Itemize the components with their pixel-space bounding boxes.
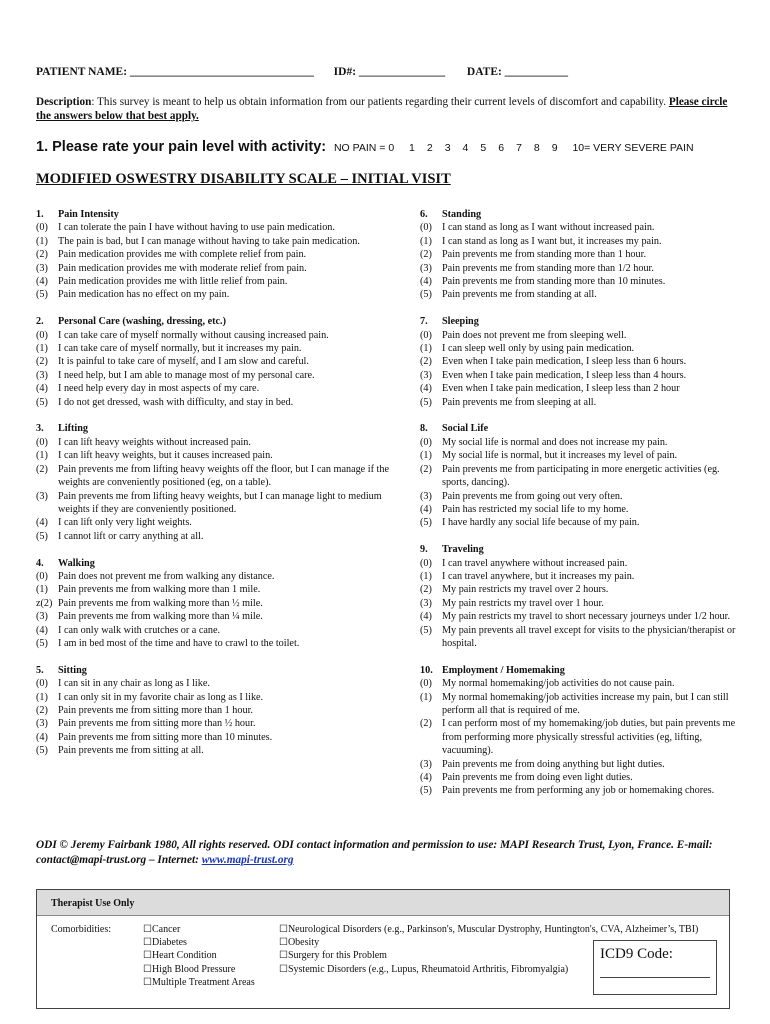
option-key: (0): [36, 222, 48, 234]
option-key: (5): [420, 624, 432, 636]
option-key: (4): [36, 383, 48, 395]
pain-level-7[interactable]: 7: [516, 142, 522, 154]
icd9-input-line[interactable]: [600, 977, 710, 978]
option-text: Pain does not prevent me from sleeping well.: [442, 329, 627, 341]
answer-option[interactable]: [420, 463, 740, 490]
section-title: Sleeping: [442, 316, 479, 328]
option-key: (2): [420, 718, 432, 730]
answer-option[interactable]: [420, 329, 740, 342]
answer-option[interactable]: [36, 369, 406, 382]
option-text: Pain prevents me from performing any job or homemaking chores.: [442, 785, 715, 797]
section-title: Pain Intensity: [58, 209, 119, 220]
pain-level-8[interactable]: 8: [533, 142, 540, 154]
section-2: [36, 315, 406, 409]
option-text: Pain prevents me from walking more than ½ mile.: [58, 597, 263, 609]
pain-level-4[interactable]: 4: [462, 142, 469, 154]
option-key: (3): [36, 490, 48, 502]
option-key: (0): [36, 436, 48, 448]
section-4: [36, 557, 406, 651]
pain-question: 1. Please rate your pain level with activity:: [36, 139, 327, 155]
option-key: (1): [36, 343, 48, 355]
option-key: (4): [420, 611, 432, 623]
pain-level-3[interactable]: 3: [444, 142, 451, 154]
option-key: (2): [36, 356, 48, 368]
answer-option[interactable]: [36, 677, 406, 690]
left-column: [36, 208, 406, 771]
option-key: (4): [36, 276, 48, 288]
odi-text: ODI © Jeremy Fairbank 1980, All rights reserved. ODI contact information and permission to use: MAPI Research Trust, Lyon, France. E-mail: contact@mapi-trust.org – Internet:: [36, 839, 713, 866]
option-key: (4): [36, 517, 48, 529]
answer-option[interactable]: [420, 717, 740, 757]
section-10: [420, 664, 740, 798]
answer-option[interactable]: [36, 221, 406, 234]
option-text: My social life is normal and does not increase my pain.: [442, 436, 668, 448]
answer-option[interactable]: [36, 396, 406, 409]
option-text: Pain prevents me from sitting more than 10 minutes.: [58, 731, 273, 743]
section-heading: [420, 208, 740, 221]
section-title: Employment / Homemaking: [442, 664, 565, 676]
option-text: My pain prevents all travel except for visits to the physician/therapist or hospital.: [442, 624, 736, 649]
option-text: I can only walk with crutches or a cane.: [58, 624, 221, 636]
option-text: Pain prevents me from standing more than 1 hour.: [442, 249, 646, 261]
option-text: I can travel anywhere without increased pain.: [442, 557, 628, 569]
answer-option[interactable]: [420, 771, 740, 784]
option-key: (1): [420, 691, 432, 703]
pain-level-5[interactable]: 5: [480, 142, 487, 154]
option-key: (5): [420, 396, 432, 408]
section-heading: [36, 422, 406, 435]
option-key: (5): [36, 637, 48, 649]
option-key: (3): [36, 611, 48, 623]
icd9-box: [593, 940, 717, 995]
therapist-box: [36, 889, 730, 1009]
comorbidity-checkbox[interactable]: ☐Cancer: [143, 924, 181, 935]
option-key: (2): [420, 356, 432, 368]
answer-option[interactable]: [420, 275, 740, 288]
option-key: (5): [420, 517, 432, 529]
option-key: (0): [420, 222, 432, 234]
comorbidity-checkbox[interactable]: ☐Systemic Disorders (e.g., Lupus, Rheumatoid Arthritis, Fibromyalgia): [279, 963, 569, 975]
option-text: Pain prevents me from participating in more energetic activities (eg. sports, dancing).: [442, 463, 720, 489]
answer-option[interactable]: [420, 382, 740, 395]
option-text: Pain prevents me from sitting at all.: [58, 745, 204, 757]
answer-option[interactable]: [36, 731, 406, 744]
section-6: [420, 208, 740, 302]
option-text: Pain medication provides me with complete relief from pain.: [58, 249, 307, 261]
option-key: (0): [420, 557, 432, 569]
answer-option[interactable]: [420, 369, 740, 382]
option-text: I can perform most of my homemaking/job duties, but pain prevents me from performing more physically stressful activities (eg, lifting, vacuuming).: [442, 718, 736, 757]
section-heading: [420, 422, 740, 435]
answer-option[interactable]: [420, 449, 740, 462]
comorbidity-checkbox[interactable]: ☐Multiple Treatment Areas: [143, 976, 255, 988]
option-text: I can only sit in my favorite chair as long as I like.: [58, 691, 264, 703]
answer-option[interactable]: [36, 436, 406, 449]
answer-option[interactable]: [420, 396, 740, 409]
answer-option[interactable]: [420, 262, 740, 275]
option-text: Even when I take pain medication, I sleep less than 4 hours.: [442, 369, 687, 381]
answer-option[interactable]: [36, 490, 406, 517]
option-key: (5): [420, 289, 432, 301]
comorbidity-checkbox[interactable]: ☐Surgery for this Problem: [279, 950, 387, 962]
option-text: Pain medication has no effect on my pain.: [58, 289, 230, 301]
option-text: My social life is normal, but it increases my level of pain.: [442, 450, 678, 462]
answer-option[interactable]: [420, 557, 740, 570]
answer-option[interactable]: [420, 570, 740, 583]
section-number: 9.: [420, 544, 428, 556]
answer-option[interactable]: [36, 288, 406, 301]
option-key: (5): [36, 289, 48, 301]
answer-option[interactable]: [36, 570, 406, 583]
scale-title: MODIFIED OSWESTRY DISABILITY SCALE – INITIAL VISIT: [36, 171, 451, 187]
option-key: (1): [36, 450, 48, 462]
answer-option[interactable]: [36, 516, 406, 529]
option-key: (2): [420, 463, 432, 475]
answer-option[interactable]: [420, 490, 740, 503]
pain-level-2[interactable]: 2: [426, 142, 433, 154]
answer-option[interactable]: [420, 758, 740, 771]
icd9-label: ICD9 Code:: [600, 946, 673, 962]
section-number: 5.: [36, 664, 44, 676]
option-text: Pain medication provides me with little relief from pain.: [58, 276, 288, 288]
option-key: (3): [36, 369, 48, 381]
option-key: (4): [420, 276, 432, 288]
option-key: (3): [420, 597, 432, 609]
option-key: (0): [36, 329, 48, 341]
option-key: (3): [36, 262, 48, 274]
odi-link[interactable]: www.mapi-trust.org: [201, 854, 294, 866]
pain-level-6[interactable]: 6: [498, 142, 505, 154]
option-text: Pain prevents me from sleeping at all.: [442, 396, 597, 408]
option-key: (2): [36, 704, 48, 716]
section-title: Standing: [442, 209, 482, 220]
option-text: I can stand as long as I want but, it increases my pain.: [442, 235, 662, 247]
answer-option[interactable]: [420, 691, 740, 718]
answer-option[interactable]: [420, 610, 740, 623]
section-number: 1.: [36, 209, 44, 220]
option-text: I can lift heavy weights, but it causes increased pain.: [58, 450, 273, 462]
answer-option[interactable]: [36, 704, 406, 717]
option-key: (1): [36, 235, 48, 247]
option-text: Even when I take pain medication, I sleep less than 6 hours.: [442, 356, 687, 368]
option-text: Pain does not prevent me from walking any distance.: [58, 570, 275, 582]
date-field[interactable]: DATE: ___________: [466, 66, 568, 78]
answer-option[interactable]: [36, 449, 406, 462]
answer-option[interactable]: [420, 583, 740, 596]
answer-option[interactable]: [36, 463, 406, 490]
option-text: Pain prevents me from standing at all.: [442, 289, 597, 301]
option-text: Pain prevents me from standing more than 1/2 hour.: [442, 262, 654, 274]
option-key: (2): [420, 584, 432, 596]
pain-rating: [36, 141, 694, 155]
option-text: Pain medication provides me with moderate relief from pain.: [58, 262, 307, 274]
option-key: (2): [420, 249, 432, 261]
section-title: Sitting: [58, 664, 87, 676]
option-text: Pain prevents me from going out very often.: [442, 490, 623, 502]
answer-option[interactable]: [36, 382, 406, 395]
answer-option[interactable]: [36, 329, 406, 342]
pain-level-9[interactable]: 9: [551, 142, 558, 154]
option-key: (1): [420, 570, 432, 582]
section-number: 3.: [36, 423, 44, 435]
option-text: Pain prevents me from doing even light duties.: [442, 772, 633, 783]
option-text: I can lift only very light weights.: [58, 517, 192, 529]
section-heading: [420, 543, 740, 556]
description-text: : This survey is meant to help us obtain information from our patients regarding their current levels of discomfort and capability.: [91, 96, 667, 108]
comorbidities-col1: [143, 923, 255, 989]
option-key: (3): [420, 262, 432, 274]
section-heading: [36, 315, 406, 328]
option-key: (1): [420, 343, 432, 355]
section-number: 2.: [36, 316, 44, 328]
odi-copyright: [36, 838, 736, 868]
answer-option[interactable]: [420, 288, 740, 301]
option-text: Pain prevents me from doing anything but light duties.: [442, 758, 665, 770]
section-title: Personal Care (washing, dressing, etc.): [58, 316, 226, 328]
answer-option[interactable]: [36, 717, 406, 730]
answer-option[interactable]: [420, 784, 740, 797]
option-text: Pain has restricted my social life to my home.: [442, 503, 629, 515]
answer-option[interactable]: [36, 342, 406, 355]
option-key: (5): [36, 745, 48, 757]
option-text: My normal homemaking/job activities do not cause pain.: [442, 678, 675, 690]
option-key: (3): [420, 369, 432, 381]
option-key: (1): [36, 584, 48, 596]
option-key: (3): [36, 718, 48, 730]
answer-option[interactable]: [420, 503, 740, 516]
option-text: I cannot lift or carry anything at all.: [58, 530, 204, 542]
option-text: I can travel anywhere, but it increases my pain.: [442, 570, 635, 582]
answer-option[interactable]: [420, 677, 740, 690]
option-text: I can stand as long as I want without increased pain.: [442, 222, 655, 234]
option-text: The pain is bad, but I can manage without having to take pain medication.: [58, 235, 360, 247]
answer-option[interactable]: [420, 624, 740, 651]
option-text: Pain prevents me from sitting more than ½ hour.: [58, 718, 256, 730]
section-5: [36, 664, 406, 758]
section-3: [36, 422, 406, 543]
section-title: Lifting: [58, 423, 89, 435]
section-title: Social Life: [442, 423, 489, 435]
option-key: (0): [420, 329, 432, 341]
answer-option[interactable]: [36, 744, 406, 757]
section-7: [420, 315, 740, 409]
option-text: Pain prevents me from walking more than ¼ mile.: [58, 611, 263, 623]
option-key: (5): [36, 530, 48, 542]
option-text: I need help every day in most aspects of my care.: [58, 383, 260, 395]
answer-option[interactable]: [420, 516, 740, 529]
section-9: [420, 543, 740, 650]
option-key: (2): [36, 463, 48, 475]
answer-option[interactable]: [420, 355, 740, 368]
option-key: (4): [36, 624, 48, 636]
answer-option[interactable]: [36, 691, 406, 704]
id-field[interactable]: ID#: _______________: [333, 66, 446, 78]
answer-option[interactable]: [36, 275, 406, 288]
option-key: (0): [420, 436, 432, 448]
pain-high-label[interactable]: 10= VERY SEVERE PAIN: [572, 142, 694, 154]
comorbidities-label: Comorbidities:: [51, 924, 111, 935]
option-key: (4): [420, 772, 432, 783]
option-text: It is painful to take care of myself, and I am slow and careful.: [58, 356, 309, 368]
comorbidity-checkbox[interactable]: ☐Neurological Disorders (e.g., Parkinson's, Muscular Dystrophy, Huntington's, CVA, Alzheimer’s, TBI): [279, 924, 699, 935]
description-label: Description: [36, 96, 92, 108]
patient-name-field[interactable]: PATIENT NAME: ________________________________: [36, 66, 314, 78]
pain-level-1[interactable]: 1: [409, 142, 415, 154]
comorbidity-checkbox[interactable]: ☐Obesity: [279, 937, 320, 949]
option-text: Pain prevents me from lifting heavy weights, but I can manage light to medium weights if they are conveniently positioned.: [58, 490, 382, 515]
option-text: I need help, but I am able to manage most of my personal care.: [58, 369, 315, 381]
answer-option[interactable]: [36, 597, 406, 610]
answer-option[interactable]: [36, 355, 406, 368]
patient-header: [36, 66, 568, 79]
option-text: My pain restricts my travel over 2 hours.: [442, 584, 609, 596]
option-text: I can sleep well only by using pain medication.: [442, 343, 635, 355]
option-key: z(2): [36, 597, 53, 609]
option-key: (4): [420, 383, 432, 395]
section-1: [36, 208, 406, 302]
answer-option[interactable]: [36, 262, 406, 275]
answer-option[interactable]: [420, 436, 740, 449]
section-number: 7.: [420, 316, 428, 328]
option-text: Pain prevents me from sitting more than 1 hour.: [58, 704, 253, 716]
comorbidity-checkbox[interactable]: ☐High Blood Pressure: [143, 963, 236, 975]
option-key: (1): [420, 450, 432, 462]
section-8: [420, 422, 740, 529]
option-key: (0): [36, 570, 48, 582]
option-text: I can lift heavy weights without increased pain.: [58, 436, 251, 448]
option-key: (2): [36, 249, 48, 261]
section-title: Walking: [58, 557, 95, 569]
option-text: My pain restricts my travel over 1 hour.: [442, 597, 604, 609]
option-key: (5): [36, 396, 48, 408]
option-key: (1): [36, 691, 48, 703]
option-text: Pain prevents me from standing more than 10 minutes.: [442, 276, 666, 288]
option-text: Even when I take pain medication, I sleep less than 2 hour: [442, 383, 680, 395]
answer-option[interactable]: [420, 342, 740, 355]
option-text: I can tolerate the pain I have without having to use pain medication.: [58, 222, 335, 234]
answer-option[interactable]: [36, 235, 406, 248]
option-key: (0): [36, 678, 48, 690]
option-text: My normal homemaking/job activities increase my pain, but I can still perform all that is required of me.: [442, 691, 729, 716]
option-key: (0): [420, 678, 432, 690]
description: [36, 95, 736, 123]
option-key: (4): [420, 503, 432, 515]
section-number: 4.: [36, 557, 44, 569]
option-text: I can sit in any chair as long as I like.: [58, 678, 210, 690]
option-text: I have hardly any social life because of my pain.: [442, 517, 640, 529]
answer-option[interactable]: [420, 235, 740, 248]
option-key: (1): [420, 235, 432, 247]
section-heading: [420, 664, 740, 677]
option-key: (4): [36, 731, 48, 743]
answer-option[interactable]: [36, 637, 406, 650]
option-text: My pain restricts my travel to short necessary journeys under 1/2 hour.: [442, 611, 731, 623]
answer-option[interactable]: [420, 248, 740, 261]
answer-option[interactable]: [36, 583, 406, 596]
option-key: (3): [420, 758, 432, 770]
pain-low-label[interactable]: NO PAIN = 0: [333, 142, 395, 154]
section-number: 6.: [420, 209, 428, 220]
option-text: I can take care of myself normally, but it increases my pain.: [58, 343, 302, 355]
section-number: 10.: [420, 664, 433, 676]
answer-option[interactable]: [36, 248, 406, 261]
section-title: Traveling: [442, 544, 484, 556]
answer-option[interactable]: [420, 597, 740, 610]
option-text: I can take care of myself normally without causing increased pain.: [58, 329, 329, 341]
right-column: [420, 208, 740, 811]
comorbidity-checkbox[interactable]: ☐Heart Condition: [143, 950, 217, 962]
section-heading: [36, 557, 406, 570]
section-number: 8.: [420, 423, 428, 435]
option-key: (5): [420, 785, 432, 797]
description-instruction: Please circle the answers below that best apply.: [36, 96, 728, 122]
answer-option[interactable]: [420, 221, 740, 234]
option-key: (3): [420, 490, 432, 502]
comorbidity-checkbox[interactable]: ☐Diabetes: [143, 937, 187, 949]
answer-option[interactable]: [36, 624, 406, 637]
section-heading: [36, 208, 406, 221]
section-heading: [36, 664, 406, 677]
section-heading: [420, 315, 740, 328]
option-text: Pain prevents me from walking more than 1 mile.: [58, 584, 261, 596]
option-text: I do not get dressed, wash with difficulty, and stay in bed.: [58, 396, 294, 408]
therapist-box-title: Therapist Use Only: [37, 890, 729, 916]
answer-option[interactable]: [36, 530, 406, 543]
option-text: I am in bed most of the time and have to crawl to the toilet.: [58, 637, 300, 649]
answer-option[interactable]: [36, 610, 406, 623]
option-text: Pain prevents me from lifting heavy weights off the floor, but I can manage if the weights are conveniently positioned (eg, on a table).: [58, 463, 389, 489]
